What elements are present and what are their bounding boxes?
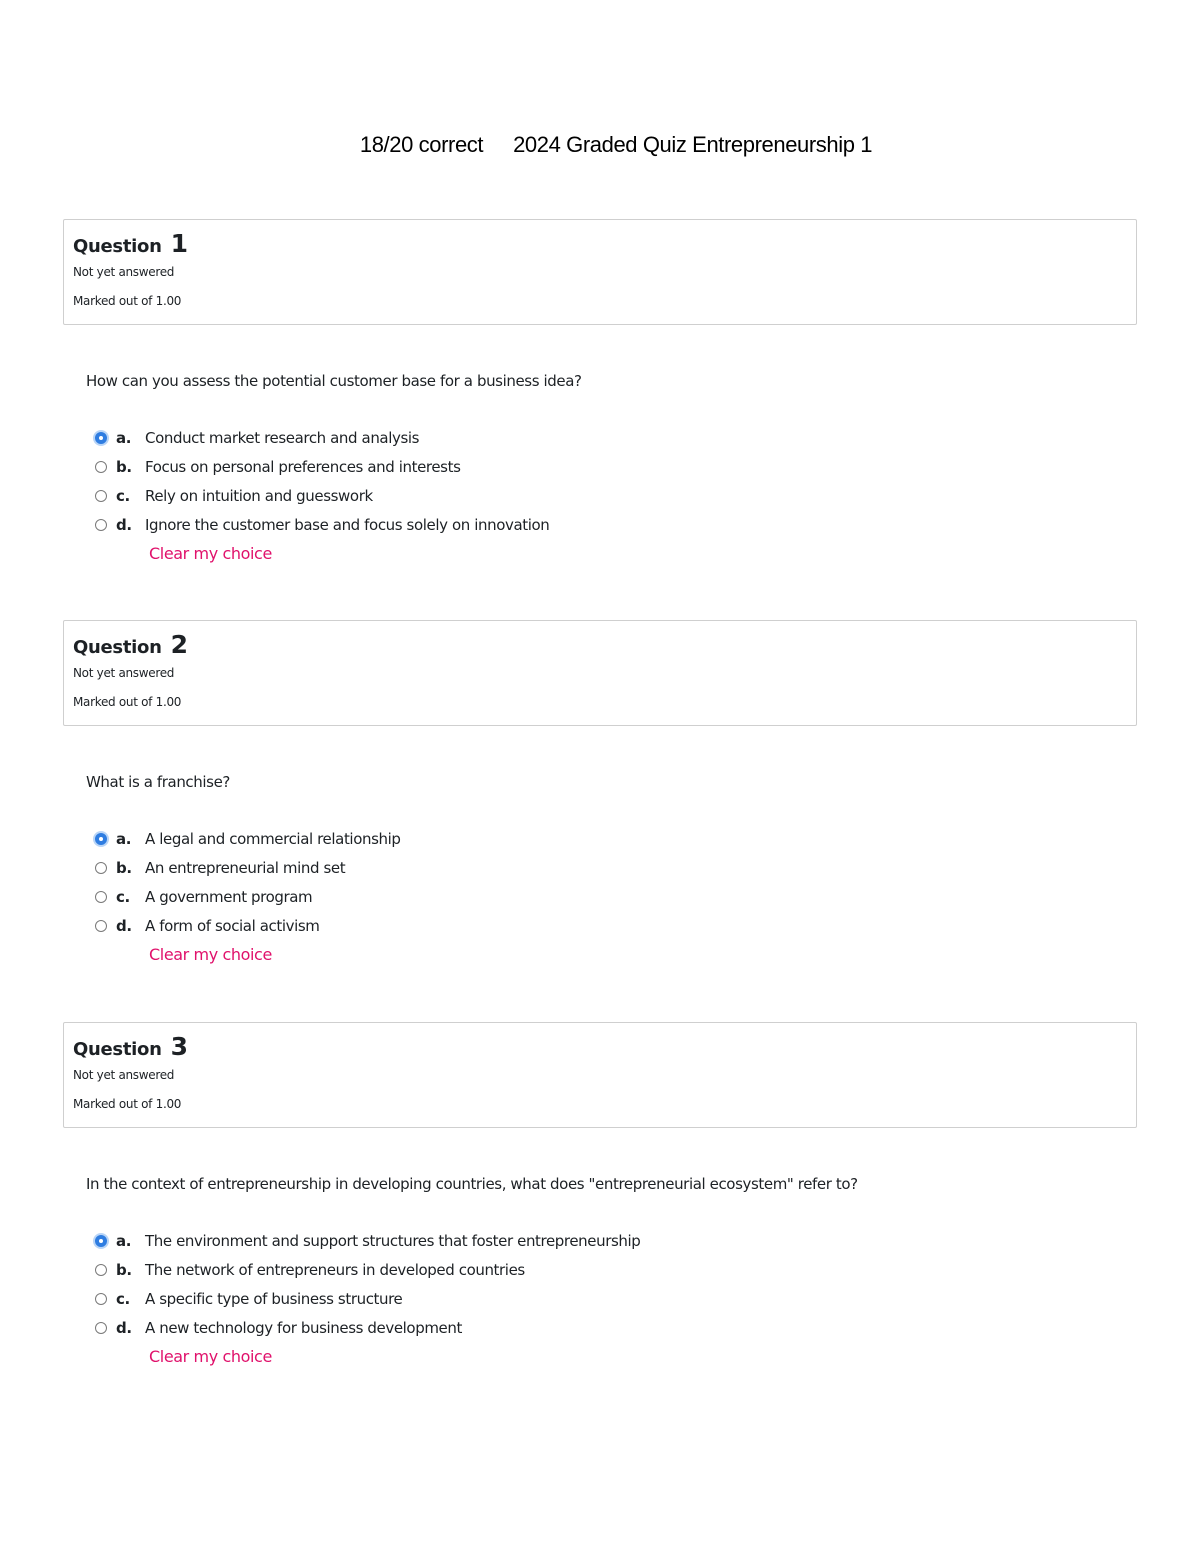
- answer-list: [95, 423, 1137, 563]
- answer-list: [95, 1226, 1137, 1366]
- answer-letter: a.: [116, 829, 132, 848]
- radio-icon[interactable]: [95, 1264, 107, 1276]
- answer-letter: c.: [116, 887, 130, 906]
- question-info-box: [63, 620, 1137, 726]
- question-info-box: [63, 219, 1137, 325]
- answer-text: The network of entrepreneurs in developed countries: [145, 1260, 525, 1279]
- answer-letter: c.: [116, 1289, 130, 1308]
- question-3: [63, 1022, 1137, 1366]
- question-text: How can you assess the potential customer base for a business idea?: [86, 372, 582, 390]
- question-number: 1: [170, 229, 188, 258]
- answer-text: A government program: [145, 887, 313, 906]
- answer-text: A specific type of business structure: [145, 1289, 403, 1308]
- answer-letter: d.: [116, 1318, 132, 1337]
- clear-my-choice-link[interactable]: Clear my choice: [149, 1347, 272, 1366]
- answer-text: A new technology for business development: [145, 1318, 462, 1337]
- answer-option-a[interactable]: [95, 423, 1137, 452]
- question-2: [63, 620, 1137, 964]
- answer-letter: a.: [116, 1231, 132, 1250]
- answer-text: Focus on personal preferences and interests: [145, 457, 461, 476]
- question-state: Not yet answered: [73, 265, 175, 279]
- radio-icon[interactable]: [95, 1322, 107, 1334]
- radio-icon[interactable]: [95, 920, 107, 932]
- clear-my-choice-link[interactable]: Clear my choice: [149, 544, 272, 563]
- question-label: Question: [73, 236, 162, 257]
- answer-text: A legal and commercial relationship: [145, 829, 401, 848]
- answer-text: An entrepreneurial mind set: [145, 858, 346, 877]
- question-number: 3: [170, 1032, 188, 1061]
- answer-option-c[interactable]: [95, 481, 1137, 510]
- quiz-title: 2024 Graded Quiz Entrepreneurship 1: [513, 132, 873, 157]
- question-heading: [73, 629, 1127, 661]
- question-text: What is a franchise?: [86, 773, 230, 791]
- answer-text: Conduct market research and analysis: [145, 428, 420, 447]
- page-title: [0, 132, 1200, 158]
- score-label: 18/20 correct: [359, 132, 484, 157]
- radio-icon[interactable]: [95, 519, 107, 531]
- answer-letter: b.: [116, 858, 132, 877]
- answer-letter: a.: [116, 428, 132, 447]
- question-text: In the context of entrepreneurship in developing countries, what does "entrepreneurial ecosystem" refer to?: [86, 1175, 858, 1193]
- radio-icon[interactable]: [95, 1293, 107, 1305]
- question-label: Question: [73, 637, 162, 658]
- question-state: Not yet answered: [73, 1068, 175, 1082]
- question-grade: Marked out of 1.00: [73, 695, 182, 709]
- radio-selected-icon[interactable]: [95, 833, 107, 845]
- answer-letter: d.: [116, 515, 132, 534]
- radio-icon[interactable]: [95, 461, 107, 473]
- question-1: [63, 219, 1137, 563]
- radio-icon[interactable]: [95, 891, 107, 903]
- question-grade: Marked out of 1.00: [73, 1097, 182, 1111]
- answer-option-d[interactable]: [95, 1313, 1137, 1342]
- radio-icon[interactable]: [95, 862, 107, 874]
- question-heading: [73, 1031, 1127, 1063]
- answer-option-b[interactable]: [95, 1255, 1137, 1284]
- answer-option-a[interactable]: [95, 824, 1137, 853]
- answer-letter: b.: [116, 1260, 132, 1279]
- answer-option-a[interactable]: [95, 1226, 1137, 1255]
- answer-option-c[interactable]: [95, 1284, 1137, 1313]
- answer-letter: c.: [116, 486, 130, 505]
- radio-selected-icon[interactable]: [95, 1235, 107, 1247]
- answer-option-d[interactable]: [95, 911, 1137, 940]
- answer-option-b[interactable]: [95, 853, 1137, 882]
- question-heading: [73, 228, 1127, 260]
- answer-list: [95, 824, 1137, 964]
- answer-option-d[interactable]: [95, 510, 1137, 539]
- answer-text: A form of social activism: [145, 916, 320, 935]
- radio-icon[interactable]: [95, 490, 107, 502]
- answer-text: The environment and support structures that foster entrepreneurship: [145, 1231, 641, 1250]
- question-grade: Marked out of 1.00: [73, 294, 182, 308]
- radio-selected-icon[interactable]: [95, 432, 107, 444]
- question-label: Question: [73, 1039, 162, 1060]
- clear-my-choice-link[interactable]: Clear my choice: [149, 945, 272, 964]
- question-number: 2: [170, 630, 188, 659]
- answer-option-b[interactable]: [95, 452, 1137, 481]
- answer-letter: b.: [116, 457, 132, 476]
- answer-text: Ignore the customer base and focus solely on innovation: [145, 515, 550, 534]
- answer-option-c[interactable]: [95, 882, 1137, 911]
- question-state: Not yet answered: [73, 666, 175, 680]
- answer-letter: d.: [116, 916, 132, 935]
- answer-text: Rely on intuition and guesswork: [145, 486, 373, 505]
- question-info-box: [63, 1022, 1137, 1128]
